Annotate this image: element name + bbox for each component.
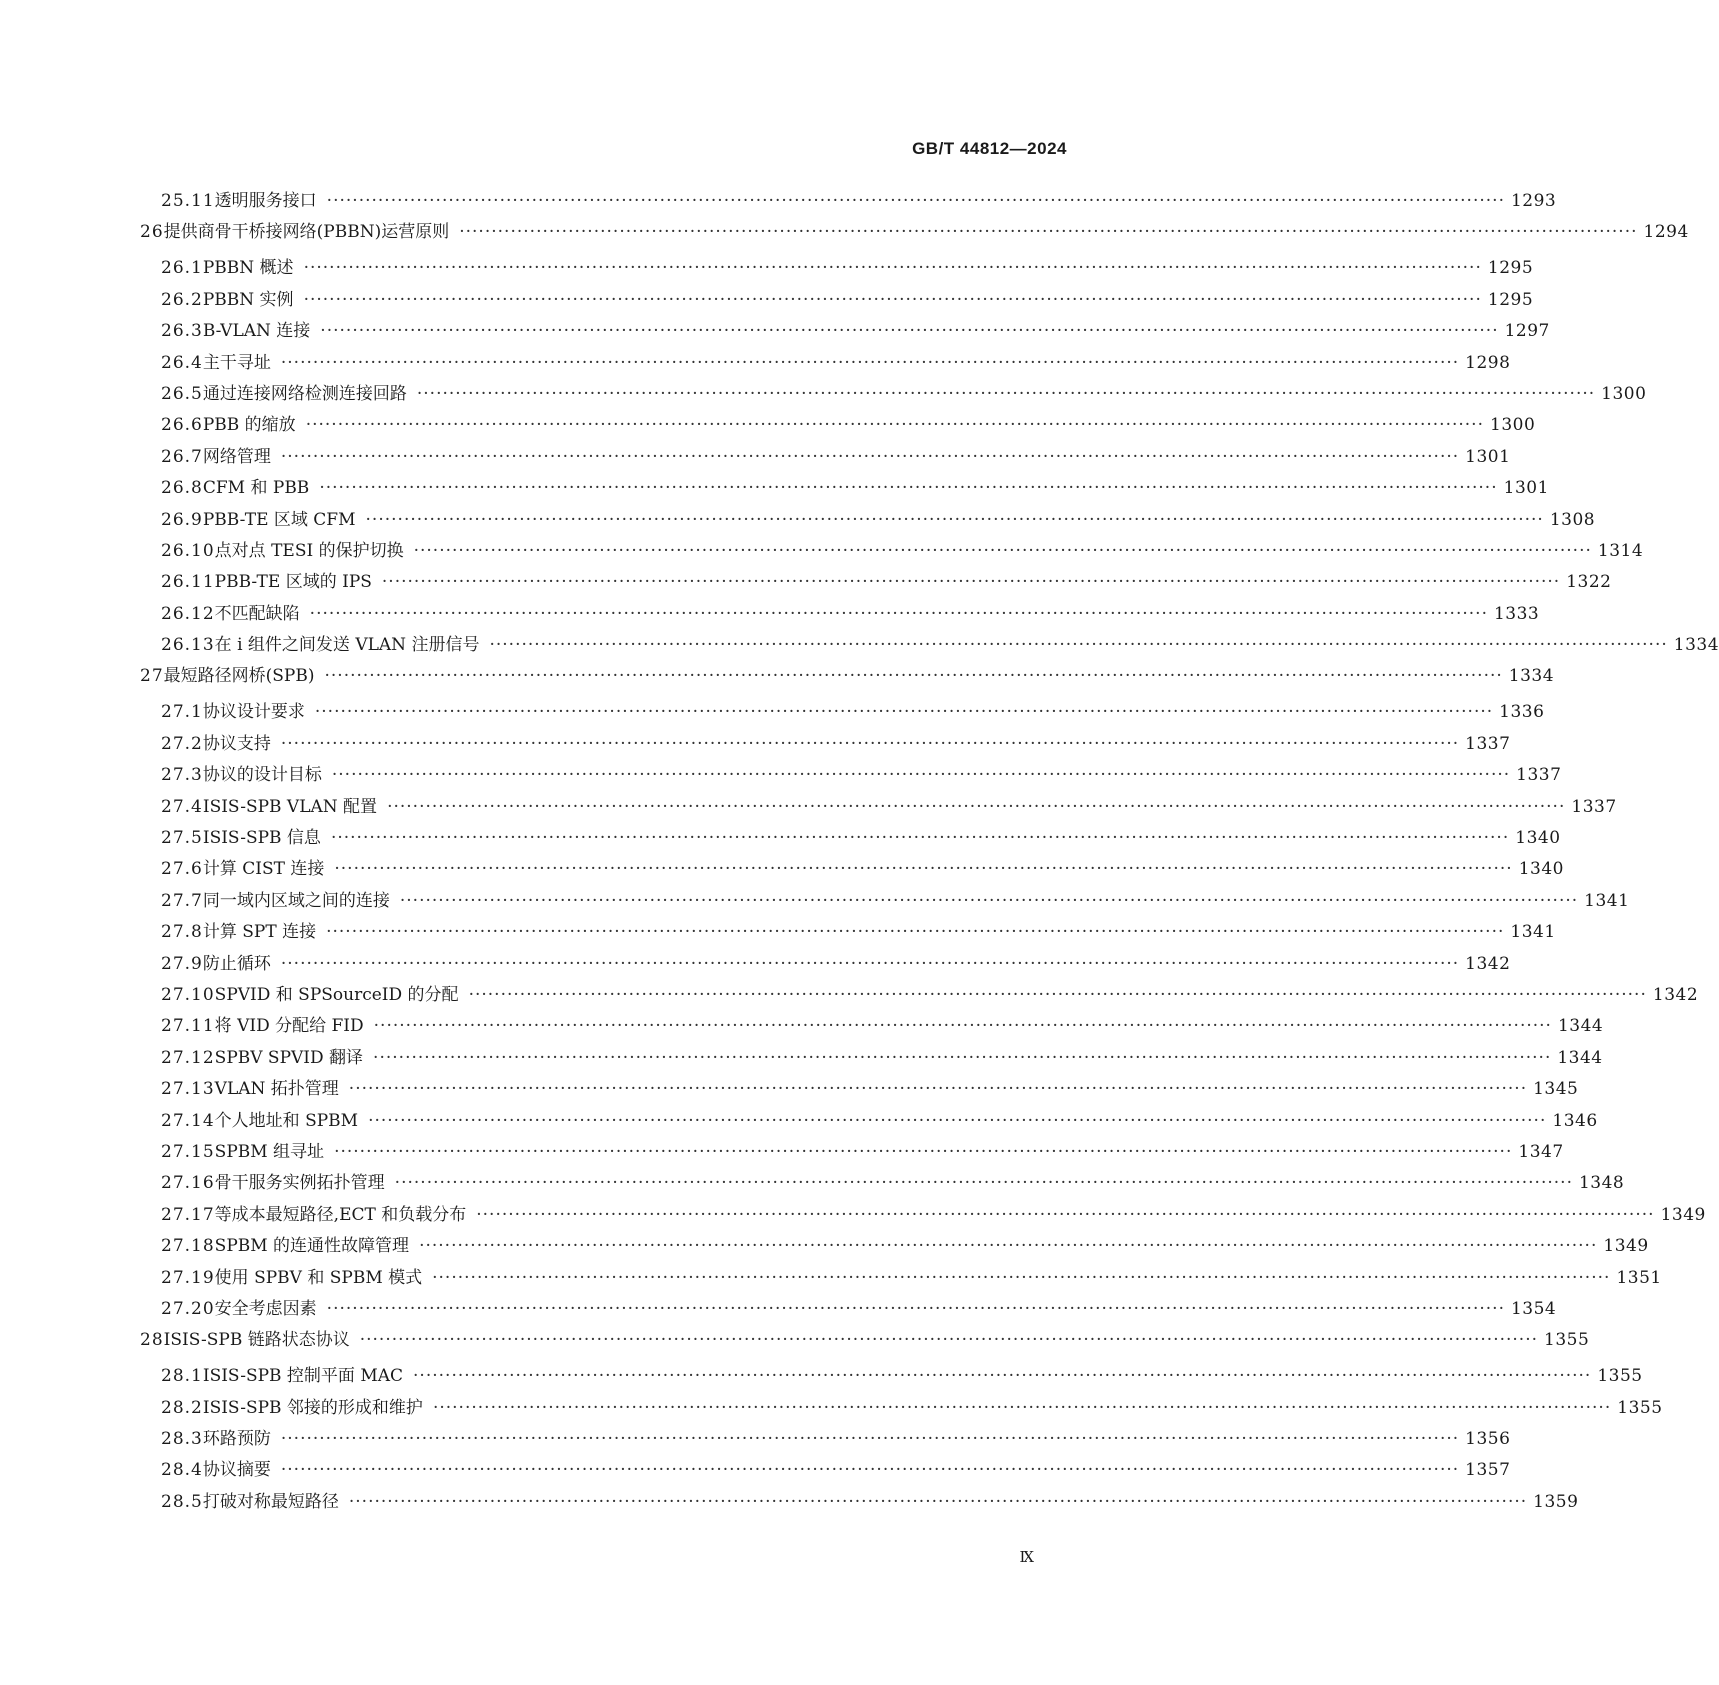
dot-leader [281, 954, 1459, 974]
dot-leader [281, 353, 1459, 373]
toc-section-entry[interactable] [140, 1168, 1625, 1199]
dot-leader [281, 1460, 1459, 1480]
toc-entry-page: 1298 [1465, 352, 1511, 373]
toc-entry-page: 1294 [1643, 222, 1689, 243]
toc-chapter-entry[interactable] [140, 1325, 1590, 1361]
toc-section-entry[interactable] [140, 1200, 1706, 1231]
toc-section-entry[interactable] [140, 917, 1556, 948]
toc-entry-page: 1341 [1584, 890, 1630, 911]
toc-entry-title: 防止循环 [202, 953, 271, 974]
toc-entry-number: 26.12 [161, 603, 215, 624]
toc-entry-number: 26.10 [161, 540, 215, 561]
toc-entry-title: ISIS-SPB 链路状态协议 [163, 1330, 350, 1351]
dot-leader [382, 572, 1560, 592]
toc-section-entry[interactable] [140, 348, 1511, 379]
toc-entry-number: 27.2 [161, 733, 203, 754]
dot-leader [368, 1111, 1546, 1131]
dot-leader [349, 1492, 1527, 1512]
dot-leader [373, 1048, 1551, 1068]
toc-entry-number: 27.15 [161, 1141, 215, 1162]
dot-leader [433, 1398, 1611, 1418]
toc-entry-page: 1348 [1578, 1173, 1625, 1194]
toc-entry-title: 计算 CIST 连接 [202, 859, 325, 880]
toc-entry-page: 1300 [1490, 415, 1536, 436]
toc-entry-number: 27.12 [161, 1047, 215, 1068]
toc-entry-page: 1300 [1601, 383, 1647, 404]
toc-section-entry[interactable] [140, 729, 1511, 760]
dot-leader [400, 891, 1578, 911]
dot-leader [334, 1142, 1512, 1162]
dot-leader [324, 666, 1502, 686]
dot-leader [387, 797, 1565, 817]
toc-entry-page: 1355 [1544, 1330, 1590, 1351]
toc-entry-number: 26.8 [161, 478, 203, 499]
toc-entry-title: 透明服务接口 [214, 191, 317, 211]
dot-leader [281, 734, 1459, 754]
toc-entry-title: 协议设计要求 [202, 702, 305, 723]
toc-entry-page: 1295 [1487, 258, 1534, 279]
toc-entry-number: 26.1 [161, 258, 203, 279]
dot-leader [459, 222, 1637, 242]
toc-section-entry[interactable] [140, 1294, 1557, 1325]
toc-entry-page: 1308 [1549, 509, 1596, 530]
toc-entry-number: 27 [140, 666, 164, 687]
toc-section-entry[interactable] [140, 792, 1617, 823]
toc-section-entry[interactable] [140, 599, 1540, 630]
toc-entry-title: VLAN 拓扑管理 [214, 1079, 339, 1100]
toc-entry-title: SPVID 和 SPSourceID 的分配 [214, 984, 459, 1005]
dot-leader [320, 321, 1498, 341]
toc-section-entry[interactable] [140, 1106, 1598, 1137]
toc-entry-number: 27.11 [161, 1016, 215, 1037]
toc-entry-title: PBB-TE 区域的 IPS [214, 572, 372, 593]
dot-leader [304, 258, 1482, 278]
toc-entry-title: 提供商骨干桥接网络(PBBN)运营原则 [163, 222, 450, 243]
toc-entry-title: PBBN 概述 [202, 258, 294, 279]
toc-entry-title: ISIS-SPB 信息 [202, 828, 321, 849]
toc-entry-number: 26.4 [161, 352, 203, 373]
dot-leader [469, 985, 1647, 1005]
toc-entry-page: 1340 [1515, 828, 1561, 849]
toc-entry-page: 1301 [1503, 478, 1549, 499]
toc-entry-title: 安全考虑因素 [214, 1298, 317, 1319]
toc-entry-number: 28.2 [161, 1397, 203, 1418]
toc-entry-title: 网络管理 [202, 446, 271, 467]
dot-leader [304, 290, 1482, 310]
toc-entry-number: 27.17 [161, 1204, 215, 1225]
toc-section-entry[interactable] [140, 1011, 1604, 1042]
toc-entry-number: 26.2 [161, 289, 203, 310]
toc-entry-page: 1345 [1533, 1079, 1579, 1100]
toc-entry-number: 27.9 [161, 953, 203, 974]
toc-entry-page: 1355 [1597, 1366, 1643, 1387]
toc-section-entry[interactable] [140, 1455, 1511, 1486]
toc-entry-number: 26.13 [161, 635, 215, 656]
toc-entry-title: PBB-TE 区域 CFM [202, 509, 356, 530]
toc-entry-number: 27.1 [161, 702, 203, 723]
toc-entry-number: 26.7 [161, 446, 203, 467]
toc-entry-page: 1342 [1465, 953, 1511, 974]
toc-entry-page: 1359 [1533, 1491, 1579, 1512]
dot-leader [281, 1429, 1459, 1449]
toc-section-entry[interactable] [140, 697, 1545, 728]
toc-entry-number: 27.20 [161, 1298, 215, 1319]
dot-leader [332, 765, 1510, 785]
dot-leader [476, 1205, 1654, 1225]
dot-leader [310, 604, 1488, 624]
toc-chapter-entry[interactable] [140, 661, 1555, 697]
dot-leader [331, 828, 1509, 848]
toc-section-entry[interactable] [140, 886, 1630, 917]
toc-entry-title: 同一域内区域之间的连接 [202, 890, 390, 911]
dot-leader [327, 191, 1505, 211]
toc-section-entry[interactable] [140, 316, 1550, 347]
toc-section-entry[interactable] [140, 1424, 1511, 1455]
toc-entry-page: 1334 [1673, 635, 1719, 656]
toc-entry-number: 26.5 [161, 383, 203, 404]
toc-section-entry[interactable] [140, 285, 1534, 316]
toc-entry-number: 26.6 [161, 415, 203, 436]
toc-entry-page: 1355 [1617, 1397, 1663, 1418]
toc-entry-title: 点对点 TESI 的保护切换 [214, 540, 404, 561]
toc-entry-number: 27.19 [161, 1267, 215, 1288]
toc-entry-page: 1354 [1510, 1298, 1557, 1319]
toc-entry-number: 27.16 [161, 1173, 215, 1194]
dot-leader [281, 447, 1459, 467]
toc-entry-number: 27.6 [161, 859, 203, 880]
dot-leader [419, 1236, 1597, 1256]
toc-entry-title: 使用 SPBV 和 SPBM 模式 [214, 1267, 423, 1288]
toc-section-entry[interactable] [140, 1263, 1662, 1294]
dot-leader [432, 1268, 1610, 1288]
toc-entry-page: 1295 [1487, 289, 1534, 310]
toc-entry-title: 将 VID 分配给 FID [214, 1016, 364, 1037]
toc-section-entry[interactable] [140, 505, 1596, 536]
toc-entry-page: 1344 [1557, 1047, 1603, 1068]
toc-entry-title: 主干寻址 [202, 352, 271, 373]
toc-section-entry[interactable] [140, 1074, 1579, 1105]
toc-entry-number: 26.9 [161, 509, 203, 530]
toc-entry-page: 1346 [1552, 1110, 1598, 1131]
toc-entry-page: 1349 [1603, 1236, 1649, 1257]
dot-leader [349, 1079, 1527, 1099]
toc-entry-title: 在 i 组件之间发送 VLAN 注册信号 [214, 635, 480, 656]
toc-entry-number: 28.4 [161, 1460, 203, 1481]
toc-entry-page: 1356 [1465, 1429, 1511, 1450]
toc-entry-page: 1347 [1518, 1141, 1564, 1162]
toc-entry-page: 1341 [1510, 922, 1556, 943]
toc-section-entry[interactable] [140, 410, 1536, 441]
toc-entry-title: 个人地址和 SPBM [214, 1110, 359, 1131]
standard-code: GB/T 44812—2024 [912, 139, 1067, 158]
toc-section-entry[interactable] [140, 1231, 1649, 1262]
toc-section-entry[interactable] [140, 379, 1647, 410]
toc-entry-title: PBB 的缩放 [202, 415, 296, 436]
toc-entry-number: 27.14 [161, 1110, 215, 1131]
dot-leader [360, 1330, 1538, 1350]
dot-leader [319, 478, 1497, 498]
dot-leader [417, 384, 1595, 404]
toc-entry-page: 1337 [1571, 796, 1617, 817]
toc-entry-page: 1293 [1510, 191, 1557, 211]
dot-leader [413, 1366, 1591, 1386]
dot-leader [306, 415, 1484, 435]
toc-entry-number: 27.13 [161, 1079, 215, 1100]
toc-entry-title: PBBN 实例 [202, 289, 294, 310]
toc-entry-page: 1342 [1652, 984, 1699, 1005]
dot-leader [366, 510, 1544, 530]
toc-section-entry[interactable] [140, 949, 1511, 980]
toc-entry-number: 28.1 [161, 1366, 203, 1387]
dot-leader [315, 702, 1493, 722]
toc-section-entry[interactable] [140, 253, 1534, 284]
toc-entry-title: 协议的设计目标 [202, 765, 322, 786]
toc-entry-page: 1337 [1465, 733, 1511, 754]
toc-entry-page: 1333 [1493, 603, 1540, 624]
dot-leader [395, 1173, 1573, 1193]
toc-entry-title: 不匹配缺陷 [214, 603, 300, 624]
toc-entry-page: 1349 [1660, 1204, 1706, 1225]
toc-entry-page: 1314 [1597, 540, 1644, 561]
toc-entry-page: 1301 [1465, 446, 1511, 467]
toc-entry-page: 1334 [1508, 666, 1555, 687]
dot-leader [327, 1299, 1505, 1319]
toc-entry-title: 计算 SPT 连接 [202, 922, 317, 943]
toc-section-entry[interactable] [140, 186, 1557, 217]
toc-entry-title: 通过连接网络检测连接回路 [202, 383, 407, 404]
table-of-contents [140, 186, 1719, 1518]
toc-entry-page: 1357 [1465, 1460, 1511, 1481]
toc-entry-title: ISIS-SPB 控制平面 MAC [202, 1366, 404, 1387]
toc-entry-number: 26 [140, 222, 164, 243]
toc-entry-number: 27.18 [161, 1236, 215, 1257]
toc-section-entry[interactable] [140, 1361, 1643, 1392]
toc-section-entry[interactable] [140, 536, 1644, 567]
toc-entry-page: 1336 [1499, 702, 1545, 723]
toc-section-entry[interactable] [140, 567, 1612, 598]
toc-entry-title: 打破对称最短路径 [202, 1491, 339, 1512]
toc-section-entry[interactable] [140, 1393, 1663, 1424]
dot-leader [326, 922, 1504, 942]
toc-entry-title: 等成本最短路径,ECT 和负载分布 [214, 1204, 467, 1225]
toc-section-entry[interactable] [140, 1487, 1579, 1518]
toc-entry-title: ISIS-SPB 邻接的形成和维护 [202, 1397, 423, 1418]
toc-entry-title: SPBM 组寻址 [214, 1141, 325, 1162]
toc-entry-number: 28 [140, 1330, 164, 1351]
toc-entry-number: 27.4 [161, 796, 203, 817]
toc-entry-number: 28.3 [161, 1429, 203, 1450]
toc-section-entry[interactable] [140, 1043, 1603, 1074]
toc-entry-page: 1337 [1516, 765, 1562, 786]
dot-leader [489, 635, 1667, 655]
dot-leader [374, 1016, 1552, 1036]
toc-entry-title: 协议摘要 [202, 1460, 271, 1481]
toc-entry-number: 28.5 [161, 1491, 203, 1512]
toc-entry-title: 环路预防 [202, 1429, 271, 1450]
toc-entry-title: 最短路径网桥(SPB) [163, 666, 315, 687]
dot-leader [334, 859, 1512, 879]
toc-entry-number: 27.10 [161, 984, 215, 1005]
toc-section-entry[interactable] [140, 442, 1511, 473]
toc-entry-number: 27.3 [161, 765, 203, 786]
toc-entry-title: SPBM 的连通性故障管理 [214, 1236, 410, 1257]
toc-entry-number: 27.5 [161, 828, 203, 849]
toc-section-entry[interactable] [140, 980, 1699, 1011]
toc-section-entry[interactable] [140, 854, 1564, 885]
toc-section-entry[interactable] [140, 760, 1562, 791]
toc-entry-title: B-VLAN 连接 [202, 321, 311, 342]
toc-entry-page: 1322 [1566, 572, 1612, 593]
toc-entry-number: 25.11 [161, 191, 215, 211]
toc-entry-title: 协议支持 [202, 733, 271, 754]
toc-entry-title: SPBV SPVID 翻译 [214, 1047, 364, 1068]
toc-entry-title: 骨干服务实例拓扑管理 [214, 1173, 385, 1194]
toc-section-entry[interactable] [140, 1137, 1564, 1168]
toc-entry-page: 1297 [1504, 321, 1550, 342]
dot-leader [414, 541, 1592, 561]
toc-section-entry[interactable] [140, 473, 1549, 504]
toc-entry-page: 1340 [1518, 859, 1564, 880]
toc-entry-number: 27.7 [161, 890, 203, 911]
toc-entry-number: 27.8 [161, 922, 203, 943]
page-folio: Ⅸ [1019, 1548, 1034, 1566]
toc-entry-title: CFM 和 PBB [202, 478, 310, 499]
toc-section-entry[interactable] [140, 630, 1719, 661]
toc-entry-number: 26.3 [161, 321, 203, 342]
toc-entry-title: ISIS-SPB VLAN 配置 [202, 796, 378, 817]
toc-entry-page: 1344 [1557, 1016, 1604, 1037]
toc-chapter-entry[interactable] [140, 217, 1689, 253]
toc-entry-page: 1351 [1616, 1267, 1662, 1288]
toc-section-entry[interactable] [140, 823, 1561, 854]
toc-entry-number: 26.11 [161, 572, 215, 593]
